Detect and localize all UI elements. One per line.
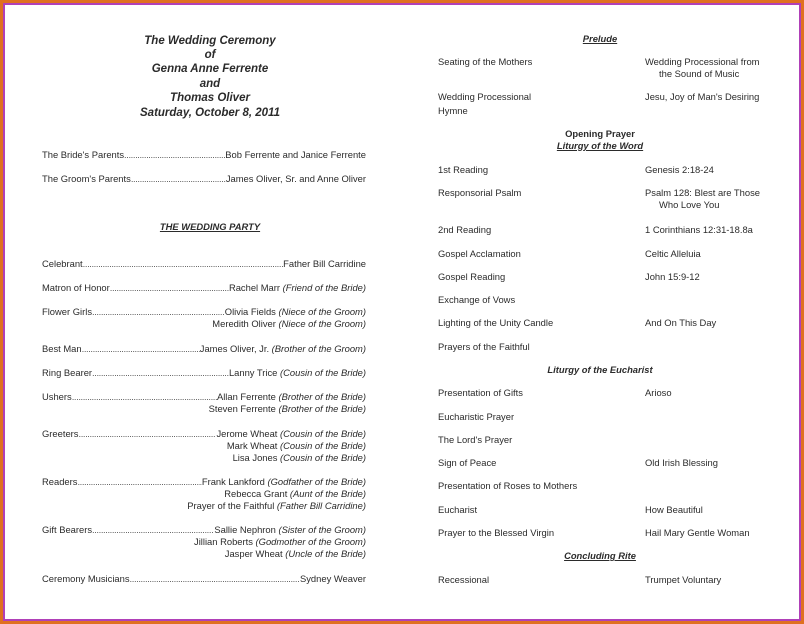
entry-value [229,282,366,294]
liturgy-eucharist-heading: Liturgy of the Eucharist [547,364,653,375]
relation-note: (Cousin of the Bride) [277,440,366,452]
program-detail: And On This Day [645,317,717,328]
program-item-cont: Hymne [438,105,468,116]
program-item: The Lord's Prayer [438,434,513,445]
entry-label: Readers [42,476,78,487]
person-name: Lanny Trice [228,367,278,378]
party-row [42,367,366,379]
relation-note: (Uncle of the Bride) [282,548,366,560]
grooms-parents-row [42,173,366,185]
program-detail: Hail Mary Gentle Woman [645,527,750,538]
entry-value [229,367,366,379]
party-additional-person [212,318,366,330]
relation-note: (Brother of the Bride) [275,403,366,415]
dot-leader [92,367,229,379]
title-line: The Wedding Ceremony [144,35,276,47]
entry-label: Best Man [42,343,82,354]
program-detail: John 15:9-12 [645,271,700,282]
title-line: Genna Anne Ferrente [151,63,269,75]
party-row [42,343,366,355]
entry-label: Greeters [42,428,79,439]
entry-value [216,428,366,440]
person-name: Rachel Marr [228,282,281,293]
party-row [42,428,366,440]
program-detail: Old Irish Blessing [645,457,718,468]
liturgy-word-heading: Liturgy of the Word [556,140,644,151]
entry-value [217,391,366,403]
person-name: Steven Ferrente [208,403,276,415]
party-additional-person [233,452,366,464]
entry-label: Matron of Honor [42,282,110,293]
relation-note: (Godmother of the Groom) [252,536,366,548]
program-item: Prayers of the Faithful [438,341,530,352]
program-detail: How Beautiful [645,504,703,515]
party-row [42,391,366,403]
party-additional-person [209,403,366,415]
relation-note: (Brother of the Bride) [275,391,366,402]
person-name: Sallie Nephron [214,524,276,535]
program-item: Seating of the Mothers [438,56,533,67]
party-additional-person [194,536,366,548]
person-name: Rebecca Grant [224,488,288,500]
relation-note: (Brother of the Groom) [269,343,366,354]
program-item: Eucharistic Prayer [438,411,515,422]
relation-note: (Niece of the Groom) [275,318,366,330]
person-name: Jasper Wheat [224,548,283,560]
dot-leader [130,573,300,585]
entry-value [300,573,366,585]
relation-note: (Cousin of the Bride) [277,367,366,378]
relation-note: (Godfather of the Bride) [264,476,366,487]
opening-prayer: Opening Prayer [565,128,635,139]
program-item: Sign of Peace [438,457,497,468]
person-name: Father Bill Carridine [283,258,366,269]
person-name: Jerome Wheat [216,428,278,439]
entry-label: Ushers [42,391,72,402]
entry-label: Celebrant [42,258,83,269]
party-additional-person [224,488,366,500]
person-name: Lisa Jones [232,452,278,464]
program-detail: Celtic Alleluia [645,248,701,259]
dot-leader [77,476,201,488]
relation-note: (Cousin of the Bride) [277,428,366,439]
party-additional-person [227,440,366,452]
program-detail: Trumpet Voluntary [645,574,722,585]
person-name: Mark Wheat [226,440,278,452]
dot-leader [124,149,225,161]
party-row [42,524,366,536]
prelude-heading: Prelude [582,33,618,44]
person-name: Bob Ferrente and Janice Ferrente [225,149,366,160]
title-line: Thomas Oliver [170,92,250,104]
program-item: 2nd Reading [438,224,492,235]
dot-leader [92,306,225,318]
program-item: Recessional [438,574,490,585]
brides-parents-row [42,149,366,161]
program-item: Lighting of the Unity Candle [438,317,554,328]
person-name: Jillian Roberts [194,536,253,548]
person-name: Prayer of the Faithful [187,500,275,512]
entry-value [225,149,366,161]
program-item: Gospel Reading [438,271,506,282]
program-detail: Psalm 128: Blest are Those [645,187,760,198]
program-item: 1st Reading [438,164,489,175]
entry-value [283,258,366,270]
person-name: Sydney Weaver [299,573,366,584]
relation-note: (Sister of the Groom) [275,524,366,535]
program-detail: Arioso [645,387,672,398]
dot-leader [110,282,229,294]
entry-value [226,173,366,185]
dot-leader [82,343,200,355]
party-row [42,306,366,318]
person-name: Allan Ferrente [216,391,276,402]
person-name: Frank Lankford [201,476,265,487]
entry-label: Flower Girls [42,306,93,317]
program-item: Gospel Acclamation [438,248,521,259]
dot-leader [131,173,226,185]
dot-leader [83,258,284,270]
program-detail-cont: the Sound of Music [659,68,740,79]
entry-value [202,476,366,488]
party-row [42,573,366,585]
party-row [42,258,366,270]
program-item: Eucharist [438,504,478,515]
program-item: Wedding Processional [438,91,532,102]
party-additional-person [187,500,366,512]
person-name: James Oliver, Sr. and Anne Oliver [225,173,366,184]
relation-note: (Niece of the Groom) [275,306,366,317]
person-name: Olivia Fields [224,306,276,317]
dot-leader [78,428,216,440]
program-detail: Wedding Processional from [645,56,760,67]
entry-label: Ring Bearer [42,367,93,378]
program-item: Responsorial Psalm [438,187,522,198]
entry-label: The Bride's Parents [42,149,125,160]
relation-note: (Aunt of the Bride) [287,488,366,500]
dot-leader [72,391,217,403]
program-detail: Jesu, Joy of Man's Desiring [645,91,760,102]
party-additional-person [225,548,366,560]
entry-label: Ceremony Musicians [42,573,130,584]
program-detail-cont: Who Love You [659,199,720,210]
program-detail: Genesis 2:18-24 [645,164,714,175]
program-item: Prayer to the Blessed Virgin [438,527,555,538]
program-detail: 1 Corinthians 12:31-18.8a [645,224,753,235]
program-item: Presentation of Gifts [438,387,523,398]
relation-note: (Friend of the Bride) [280,282,366,293]
title-line: and [199,78,221,90]
title-line: of [204,49,216,61]
program-item: Exchange of Vows [438,294,516,305]
entry-value [200,343,366,355]
relation-note: (Cousin of the Bride) [277,452,366,464]
program-item: Presentation of Roses to Mothers [438,480,578,491]
entry-value [225,306,366,318]
party-row [42,476,366,488]
entry-label: The Groom's Parents [42,173,131,184]
person-name: Meredith Oliver [212,318,276,330]
concluding-rite-heading: Concluding Rite [564,550,636,561]
title-line: Saturday, October 8, 2011 [140,107,280,119]
dot-leader [92,524,214,536]
entry-value [214,524,366,536]
wedding-party-heading: THE WEDDING PARTY [159,221,261,232]
entry-label: Gift Bearers [42,524,93,535]
person-name: James Oliver, Jr. [199,343,270,354]
relation-note: (Father Bill Carridine) [274,500,366,512]
party-row [42,282,366,294]
